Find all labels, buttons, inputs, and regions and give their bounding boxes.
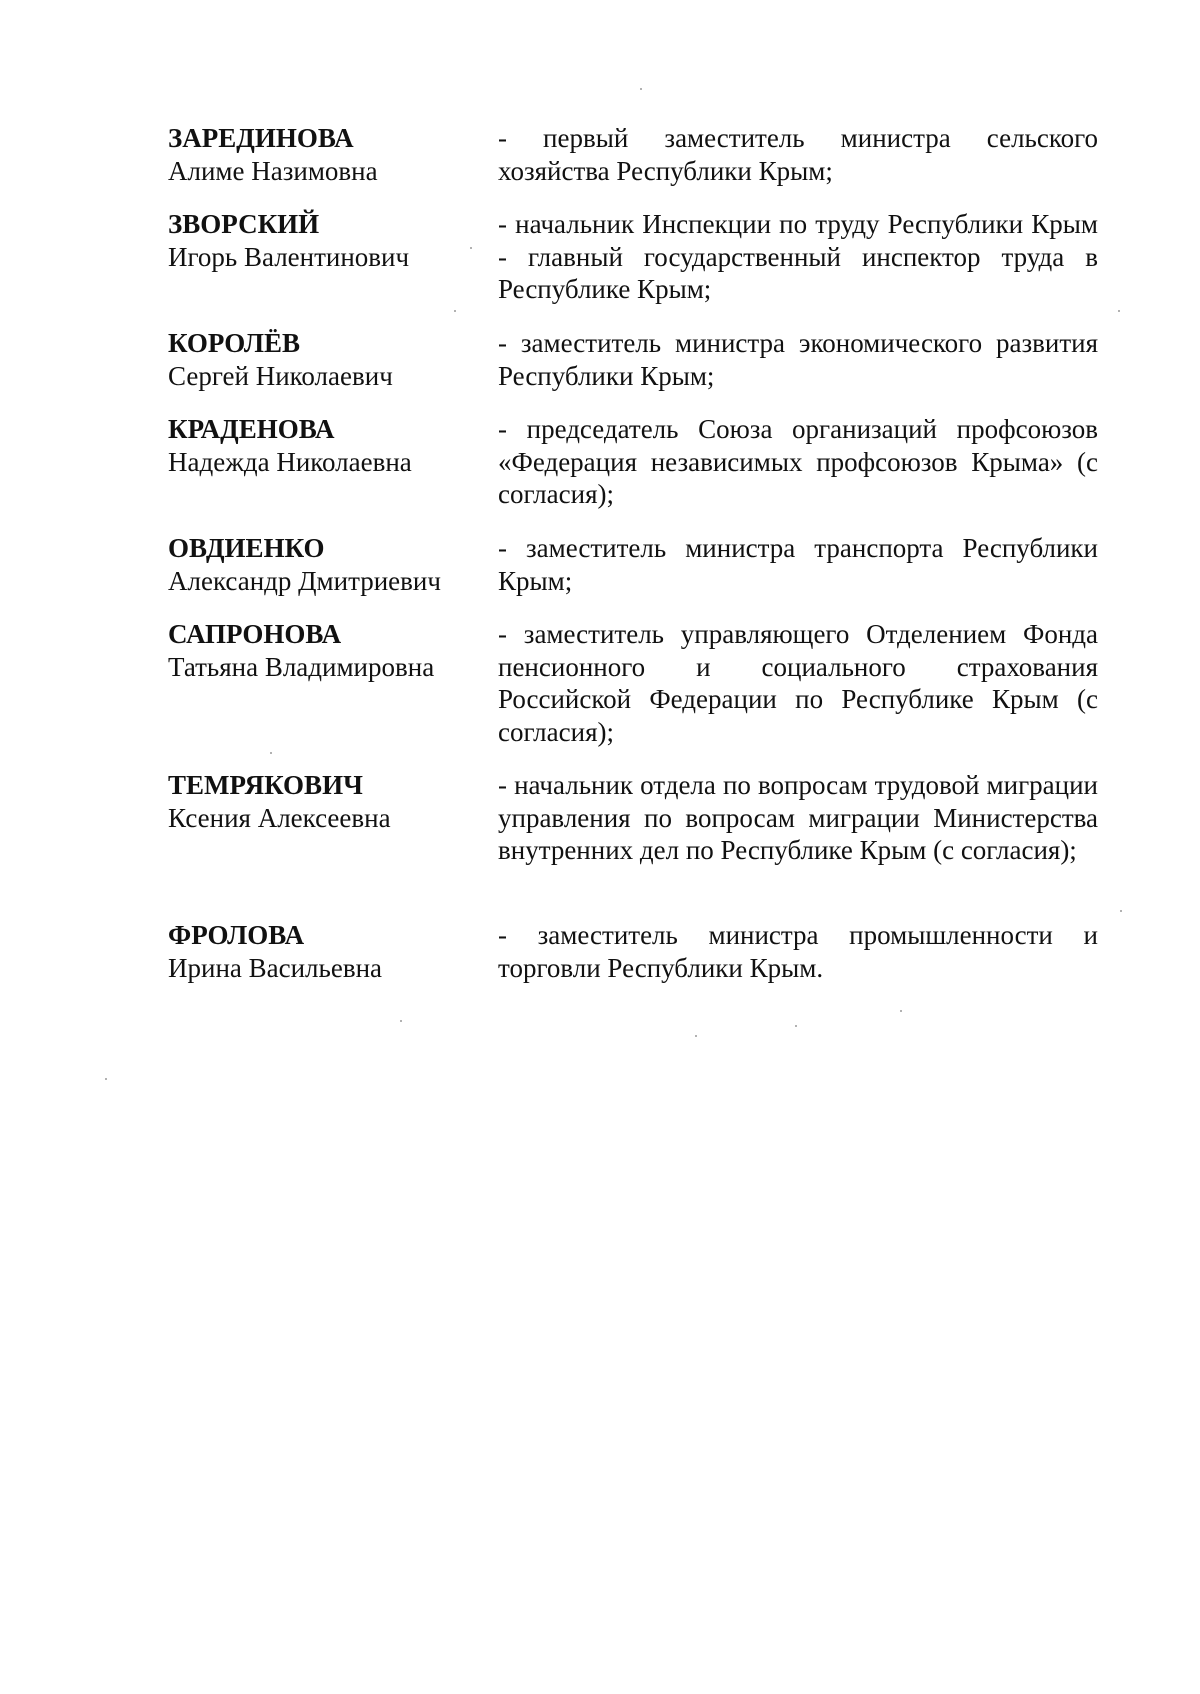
scan-speck (105, 1078, 107, 1080)
scan-speck (1118, 310, 1120, 312)
scan-speck (1120, 910, 1122, 912)
scan-speck (400, 1020, 402, 1022)
member-name (168, 327, 478, 392)
member-position: - заместитель министра экономического развития Республики Крым; (498, 328, 1098, 391)
member-name (168, 532, 478, 597)
member-given-names: Игорь Валентинович (168, 241, 410, 272)
member-surname: КОРОЛЁВ (168, 328, 301, 358)
member-position: - заместитель министра промышленности и торговли Республики Крым. (498, 920, 1098, 983)
member-surname: САПРОНОВА (168, 619, 342, 649)
member-name (168, 413, 478, 478)
member-given-names: Татьяна Владимировна (168, 651, 435, 682)
member-name (168, 208, 478, 273)
scan-speck (640, 88, 642, 90)
member-position: - заместитель управляющего Отделением Фонда пенсионного и социального страхования Российской Федерации по Республике Крым (с согласия); (498, 619, 1098, 747)
member-surname: ОВДИЕНКО (168, 533, 325, 563)
scan-speck (695, 1035, 697, 1037)
member-position: - первый заместитель министра сельского хозяйства Республики Крым; (498, 123, 1098, 186)
member-given-names: Сергей Николаевич (168, 360, 393, 391)
scan-speck (454, 310, 456, 312)
member-given-names: Алиме Назимовна (168, 155, 378, 186)
scan-speck (795, 1025, 797, 1027)
member-given-names: Ксения Алексеевна (168, 802, 391, 833)
scan-speck (900, 1010, 902, 1012)
member-surname: ЗВОРСКИЙ (168, 209, 320, 239)
member-surname: ТЕМРЯКОВИЧ (168, 770, 363, 800)
member-position: - начальник Инспекции по труду Республики Крым - главный государственный инспектор труда в Республике Крым; (498, 209, 1098, 304)
scan-speck (470, 247, 472, 249)
member-position: - председатель Союза организаций профсоюзов «Федерация независимых профсоюзов Крыма» (с согласия); (498, 414, 1098, 509)
member-position: - начальник отдела по вопросам трудовой миграции управления по вопросам миграции Министерства внутренних дел по Республике Крым (с согласия); (498, 770, 1098, 865)
member-name (168, 769, 478, 834)
member-surname: КРАДЕНОВА (168, 414, 335, 444)
member-surname: ЗАРЕДИНОВА (168, 123, 354, 153)
scan-speck (270, 752, 272, 754)
member-name (168, 919, 478, 984)
member-name (168, 122, 478, 187)
member-given-names: Надежда Николаевна (168, 446, 412, 477)
member-name (168, 618, 478, 683)
member-given-names: Ирина Васильевна (168, 952, 383, 983)
member-position: - заместитель министра транспорта Республики Крым; (498, 533, 1098, 596)
member-surname: ФРОЛОВА (168, 920, 305, 950)
member-given-names: Александр Дмитриевич (168, 565, 441, 596)
